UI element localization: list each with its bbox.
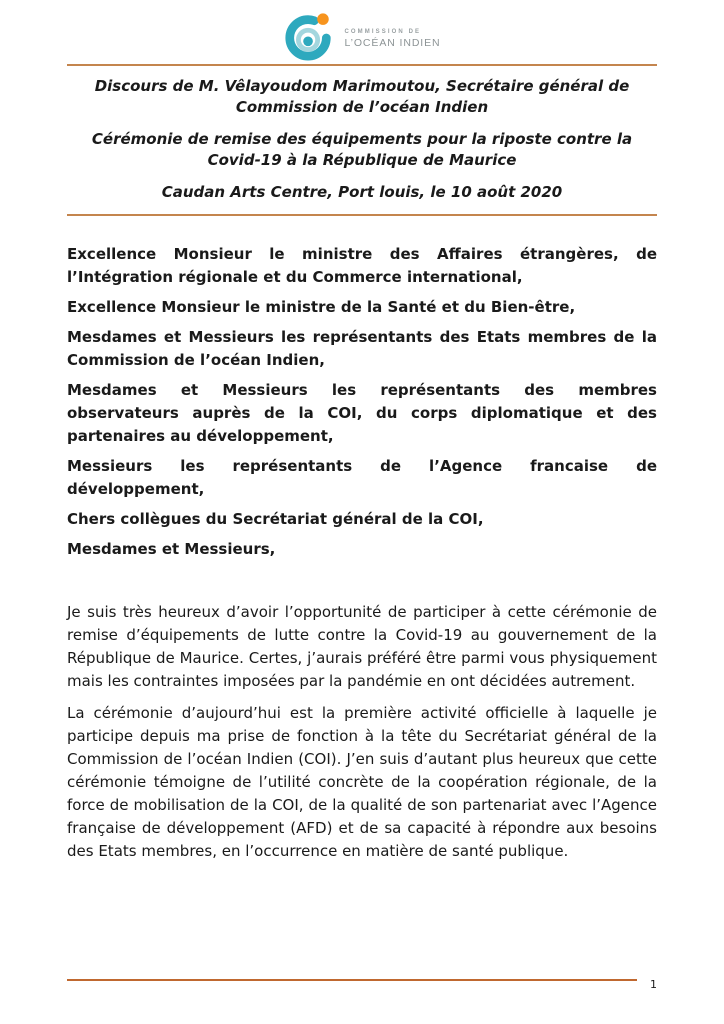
venue-date-line: Caudan Arts Centre, Port louis, le 10 août 2020 — [161, 183, 563, 201]
title-block — [0, 66, 724, 214]
document-subtitle: Cérémonie de remise des équipements pour la riposte contre la Covid-19 à la République de Maurice — [91, 130, 633, 169]
logo-orange-dot — [318, 13, 330, 25]
coi-logo-icon — [283, 10, 335, 62]
logo-inner-dot — [304, 36, 314, 46]
salutation-line: Chers collègues du Secrétariat général de la COI, — [67, 510, 484, 528]
speech-paragraphs — [67, 601, 657, 863]
salutation-line: Mesdames et Messieurs les représentants des membres observateurs auprès de la COI, du corps diplomatique et des partenaires au développement, — [67, 381, 657, 445]
logo-wordmark-line2: L’OCÉAN INDIEN — [344, 36, 441, 49]
coi-logo-wordmark — [344, 23, 440, 49]
salutation-line: Mesdames et Messieurs les représentants des Etats membres de la Commission de l’océan Indien, — [67, 328, 657, 369]
speech-paragraph: Je suis très heureux d’avoir l’opportunité de participer à cette cérémonie de remise d’équipements de lutte contre la Covid-19 au gouvernement de la République de Maurice. Certes, j’aurais préféré être parmi vous physiquement mais les contraintes imposées par la pandémie en ont décidées autrement. — [67, 603, 657, 690]
footer-rule — [67, 979, 637, 981]
page-number: 1 — [650, 978, 657, 991]
speech-paragraph: La cérémonie d’aujourd’hui est la première activité officielle à laquelle je participe depuis ma prise de fonction à la tête du Secrétariat général de la Commission de l’océan Indien (COI). J’en suis d’autant plus heureux que cette cérémonie témoigne de l’utilité concrète de la coopération régionale, de la force de mobilisation de la COI, de la qualité de son partenariat avec l’Agence française de développement (AFD) et de sa capacité à répondre aux besoins des Etats membres, en l’occurrence en matière de santé publique. — [67, 704, 657, 860]
salutation-line: Mesdames et Messieurs, — [67, 540, 276, 558]
logo-wordmark-line1: COMMISSION DE — [344, 28, 422, 35]
header-rule-bottom — [67, 214, 657, 216]
salutations-block — [67, 243, 657, 561]
page-footer — [67, 974, 657, 992]
salutation-line: Excellence Monsieur le ministre des Affaires étrangères, de l’Intégration régionale et du Commerce international, — [67, 245, 657, 286]
coi-logo — [0, 0, 724, 62]
document-title: Discours de M. Vêlayoudom Marimoutou, Secrétaire général de Commission de l’océan Indien — [94, 77, 630, 116]
document-body — [0, 243, 724, 863]
salutation-line: Messieurs les représentants de l’Agence francaise de développement, — [67, 457, 657, 498]
salutation-line: Excellence Monsieur le ministre de la Santé et du Bien-être, — [67, 298, 576, 316]
